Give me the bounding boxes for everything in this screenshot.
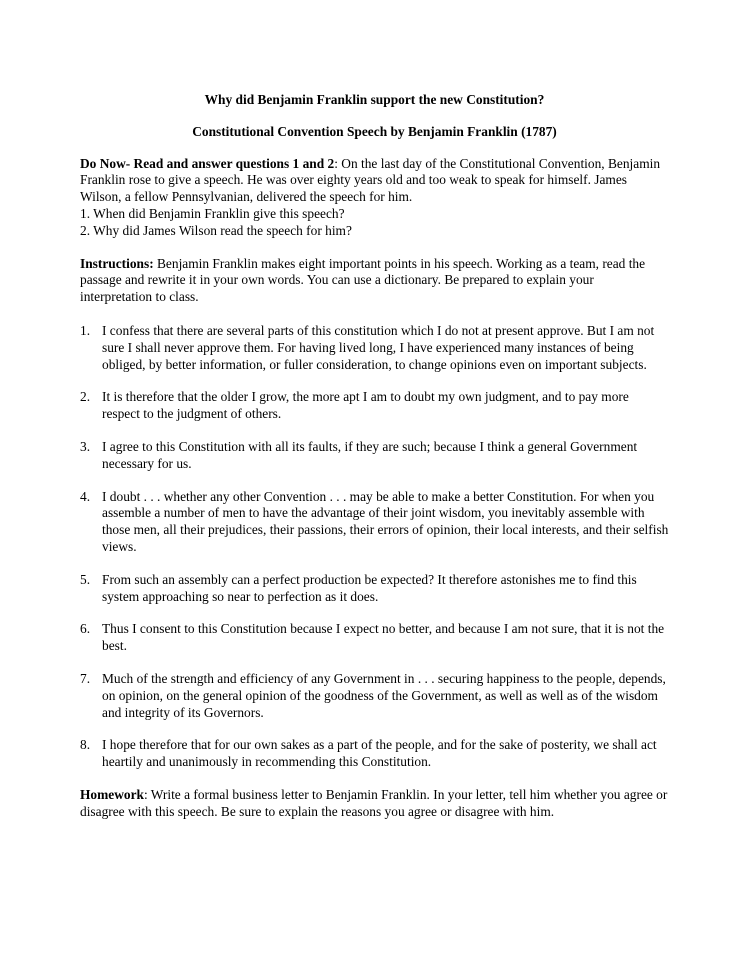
instructions-label: Instructions:: [80, 255, 154, 271]
point-text: I hope therefore that for our own sakes as a part of the people, and for the sake of posterity, we shall act heartily and unanimously in recommending this Constitution.: [102, 737, 657, 770]
point-number: 3.: [80, 438, 91, 454]
speech-point-4: [80, 489, 669, 556]
do-now-section: [80, 156, 669, 240]
point-number: 6.: [80, 621, 91, 637]
point-text: It is therefore that the older I grow, the more apt I am to doubt my own judgment, and to pay more respect to the judgment of others.: [102, 389, 629, 422]
point-number: 1.: [80, 322, 91, 338]
speech-points-list: [80, 323, 669, 771]
do-now-question-1: 1. When did Benjamin Franklin give this speech?: [80, 205, 345, 221]
point-text: From such an assembly can a perfect production be expected? It therefore astonishes me to find this system approaching so near to perfection as it does.: [102, 571, 637, 604]
homework-section: [80, 787, 669, 821]
point-number: 4.: [80, 488, 91, 504]
point-number: 8.: [80, 737, 91, 753]
point-number: 5.: [80, 571, 91, 587]
instructions-text: Benjamin Franklin makes eight important points in his speech. Working as a team, read the passage and rewrite it in your own words. You can use a dictionary. Be prepared to explain your interpretation to class.: [80, 255, 646, 305]
homework-label: Homework: [80, 786, 144, 802]
point-number: 2.: [80, 389, 91, 405]
point-number: 7.: [80, 670, 91, 686]
point-text: Much of the strength and efficiency of any Government in . . . securing happiness to the people, depends, on opinion, on the general opinion of the goodness of the Government, as well as well as of the wisdom and integrity of its Governors.: [102, 670, 666, 720]
speech-point-2: [80, 389, 669, 423]
point-text: Thus I consent to this Constitution because I expect no better, and because I am not sure, that it is not the best.: [102, 621, 665, 654]
speech-point-3: [80, 439, 669, 473]
speech-point-6: [80, 621, 669, 655]
point-text: I doubt . . . whether any other Convention . . . may be able to make a better Constitution. For when you assemble a number of men to have the advantage of their joint wisdom, you inevitably assemble with those men, all their prejudices, their passions, their errors of opinion, their local interests, and their selfish views.: [102, 488, 669, 554]
page-title: Why did Benjamin Franklin support the new Constitution?: [204, 92, 545, 107]
do-now-label: Do Now- Read and answer questions 1 and 2: [80, 155, 335, 171]
point-text: I confess that there are several parts of this constitution which I do not at present approve. But I am not sure I shall never approve them. For having lived long, I have experienced many instances of being obliged, by better information, or fuller consideration, to change opinions even on important subjects.: [102, 322, 655, 372]
instructions-section: [80, 256, 669, 306]
homework-text: : Write a formal business letter to Benjamin Franklin. In your letter, tell him whether you agree or disagree with this speech. Be sure to explain the reasons you agree or disagree with him.: [80, 786, 668, 819]
speech-point-7: [80, 671, 669, 721]
speech-point-8: [80, 737, 669, 771]
speech-point-5: [80, 572, 669, 606]
do-now-text: : On the last day of the Constitutional Convention, Benjamin Franklin rose to give a speech. He was over eighty years old and too weak to speak for himself. James Wilson, a fellow Pennsylvanian, delivered the speech for him.: [80, 155, 661, 205]
do-now-question-2: 2. Why did James Wilson read the speech for him?: [80, 222, 352, 238]
speech-point-1: [80, 323, 669, 373]
point-text: I agree to this Constitution with all its faults, if they are such; because I think a general Government necessary for us.: [102, 438, 638, 471]
page-subtitle: Constitutional Convention Speech by Benjamin Franklin (1787): [192, 123, 557, 139]
